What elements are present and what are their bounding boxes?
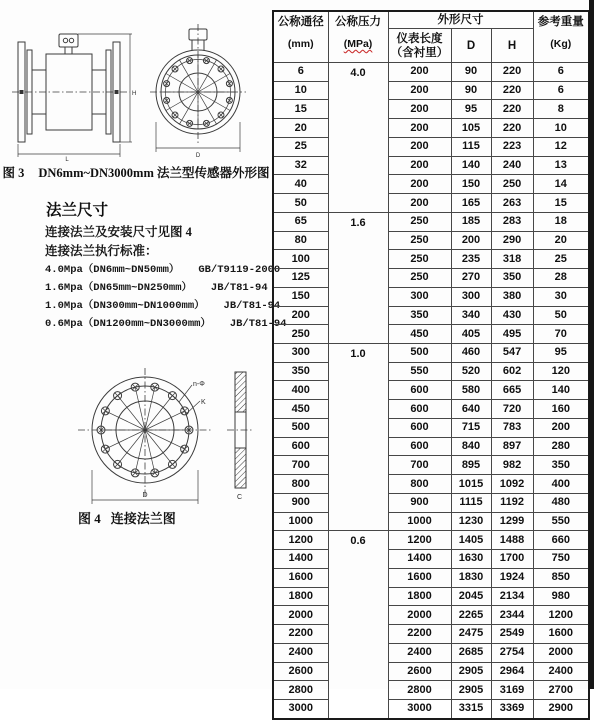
h-cell: 720 [491,400,533,419]
table-row [273,662,589,681]
table-row [273,231,589,250]
figure3-label-h: H [132,91,136,97]
spec-table [272,10,590,720]
length-cell: 1000 [388,512,451,531]
header-reference-weight-unit: (Kg) [550,37,571,51]
h-cell: 2344 [491,606,533,625]
dn-cell: 350 [273,362,328,381]
weight-cell: 480 [533,493,589,512]
dn-cell: 32 [273,156,328,175]
h-cell: 240 [491,156,533,175]
length-cell: 200 [388,175,451,194]
figure4-flange-drawing [70,358,265,510]
h-cell: 897 [491,437,533,456]
d-cell: 115 [451,137,491,156]
weight-cell: 750 [533,550,589,569]
header-reference-weight-stack [534,12,589,62]
figure3-sensor-drawing [8,14,264,162]
weight-cell: 8 [533,100,589,119]
h-cell: 290 [491,231,533,250]
d-cell: 2475 [451,625,491,644]
length-cell: 250 [388,231,451,250]
h-cell: 220 [491,100,533,119]
table-row [273,550,589,569]
table-row [273,512,589,531]
pressure-cell: 1.6 [328,212,388,343]
d-cell: 580 [451,381,491,400]
h-cell: 1299 [491,512,533,531]
dn-cell: 200 [273,306,328,325]
weight-cell: 25 [533,250,589,269]
length-cell: 200 [388,156,451,175]
dn-cell: 2400 [273,643,328,662]
dn-cell: 50 [273,194,328,213]
weight-cell: 30 [533,287,589,306]
d-cell: 405 [451,325,491,344]
d-cell: 95 [451,100,491,119]
dn-cell: 65 [273,212,328,231]
weight-cell: 28 [533,269,589,288]
weight-cell: 1200 [533,606,589,625]
weight-cell: 200 [533,418,589,437]
table-row [273,175,589,194]
d-cell: 1630 [451,550,491,569]
weight-cell: 95 [533,344,589,363]
weight-cell: 120 [533,362,589,381]
h-cell: 220 [491,63,533,82]
length-cell: 1400 [388,550,451,569]
dn-cell: 450 [273,400,328,419]
weight-cell: 14 [533,175,589,194]
dn-cell: 150 [273,287,328,306]
weight-cell: 2000 [533,643,589,662]
dn-cell: 250 [273,325,328,344]
dn-cell: 2600 [273,662,328,681]
header-meter-length-title: 仪表长度 [389,32,451,46]
h-cell: 283 [491,212,533,231]
dn-cell: 1000 [273,512,328,531]
length-cell: 600 [388,400,451,419]
length-cell: 550 [388,362,451,381]
d-cell: 1405 [451,531,491,550]
table-row [273,531,589,550]
dn-cell: 1600 [273,568,328,587]
header-nominal-diameter-unit: (mm) [288,37,314,51]
table-row [273,681,589,700]
length-cell: 200 [388,100,451,119]
h-cell: 1092 [491,475,533,494]
h-cell: 350 [491,269,533,288]
d-cell: 1015 [451,475,491,494]
length-cell: 200 [388,81,451,100]
standard-line: 0.6Mpa（DN1200mm~DN3000mm） JB/T81-94 [45,315,287,330]
dn-cell: 25 [273,137,328,156]
table-row [273,418,589,437]
header-nominal-pressure-unit: (MPa) [344,37,373,51]
dn-cell: 500 [273,418,328,437]
table-row [273,456,589,475]
d-cell: 2905 [451,662,491,681]
figure4-label-n-phi: n-Φ [193,381,205,388]
table-row [273,381,589,400]
dn-cell: 400 [273,381,328,400]
h-cell: 547 [491,344,533,363]
pressure-cell: 4.0 [328,63,388,213]
table-row [273,269,589,288]
d-cell: 1230 [451,512,491,531]
d-cell: 2265 [451,606,491,625]
d-cell: 90 [451,81,491,100]
figure3-caption-label: 图 3 [2,166,24,180]
flange-text-line2: 连接法兰执行标准： [45,241,158,259]
dn-cell: 3000 [273,699,328,718]
dn-cell: 10 [273,81,328,100]
length-cell: 2200 [388,625,451,644]
flange-size-heading: 法兰尺寸 [46,198,108,220]
table-row [273,400,589,419]
d-cell: 2045 [451,587,491,606]
figure4-label-k: K [201,399,206,406]
dn-cell: 1200 [273,531,328,550]
length-cell: 1800 [388,587,451,606]
dn-cell: 2800 [273,681,328,700]
table-row [273,587,589,606]
length-cell: 200 [388,63,451,82]
dn-cell: 600 [273,437,328,456]
figure3-label-l: L [65,157,69,163]
h-cell: 223 [491,137,533,156]
d-cell: 1830 [451,568,491,587]
dn-cell: 800 [273,475,328,494]
table-row [273,568,589,587]
dn-cell: 1800 [273,587,328,606]
table-row [273,63,589,82]
h-cell: 318 [491,250,533,269]
weight-cell: 400 [533,475,589,494]
weight-cell: 280 [533,437,589,456]
d-cell: 200 [451,231,491,250]
header-h: H [491,29,533,63]
d-cell: 520 [451,362,491,381]
table-row [273,250,589,269]
standard-line: 1.6Mpa（DN65mm~DN250mm） JB/T81-94 [45,279,268,294]
weight-cell: 140 [533,381,589,400]
h-cell: 220 [491,81,533,100]
h-cell: 3169 [491,681,533,700]
figure4-caption-text: 连接法兰图 [111,511,176,526]
h-cell: 982 [491,456,533,475]
d-cell: 715 [451,418,491,437]
weight-cell: 6 [533,63,589,82]
pressure-cell: 0.6 [328,531,388,719]
h-cell: 380 [491,287,533,306]
d-cell: 235 [451,250,491,269]
header-nominal-diameter-stack [274,12,328,62]
weight-cell: 70 [533,325,589,344]
figure4-label-d: D [142,492,147,499]
weight-cell: 15 [533,194,589,213]
weight-cell: 2900 [533,699,589,718]
header-reference-weight [533,11,589,63]
weight-cell: 50 [533,306,589,325]
h-cell: 1488 [491,531,533,550]
dn-cell: 1400 [273,550,328,569]
length-cell: 2800 [388,681,451,700]
length-cell: 600 [388,381,451,400]
table-row [273,362,589,381]
weight-cell: 13 [533,156,589,175]
d-cell: 300 [451,287,491,306]
length-cell: 300 [388,287,451,306]
length-cell: 1600 [388,568,451,587]
dn-cell: 300 [273,344,328,363]
d-cell: 640 [451,400,491,419]
dn-cell: 20 [273,119,328,138]
length-cell: 700 [388,456,451,475]
d-cell: 895 [451,456,491,475]
d-cell: 140 [451,156,491,175]
length-cell: 2600 [388,662,451,681]
length-cell: 200 [388,119,451,138]
length-cell: 450 [388,325,451,344]
weight-cell: 160 [533,400,589,419]
standard-line: 1.0Mpa（DN300mm~DN1000mm） JB/T81-94 [45,297,280,312]
weight-cell: 10 [533,119,589,138]
h-cell: 430 [491,306,533,325]
header-nominal-pressure [328,11,388,63]
weight-cell: 6 [533,81,589,100]
d-cell: 1115 [451,493,491,512]
length-cell: 250 [388,250,451,269]
figure4-caption-label: 图 4 [78,511,101,526]
length-cell: 3000 [388,699,451,718]
table-row [273,475,589,494]
h-cell: 2754 [491,643,533,662]
d-cell: 185 [451,212,491,231]
table-row [273,306,589,325]
length-cell: 250 [388,269,451,288]
h-cell: 783 [491,418,533,437]
table-row [273,606,589,625]
header-nominal-pressure-stack [329,12,388,62]
h-cell: 220 [491,119,533,138]
figure3-caption-text: DN6mm~DN3000mm 法兰型传感器外形图 [38,166,269,180]
dn-cell: 700 [273,456,328,475]
d-cell: 105 [451,119,491,138]
h-cell: 263 [491,194,533,213]
dn-cell: 6 [273,63,328,82]
weight-cell: 20 [533,231,589,250]
h-cell: 665 [491,381,533,400]
length-cell: 200 [388,137,451,156]
h-cell: 250 [491,175,533,194]
table-body [273,63,589,719]
header-meter-length [388,29,451,63]
length-cell: 500 [388,344,451,363]
table-row [273,81,589,100]
header-reference-weight-title: 参考重量 [538,15,584,29]
weight-cell: 980 [533,587,589,606]
h-cell: 2134 [491,587,533,606]
h-cell: 2964 [491,662,533,681]
header-outline-dimensions: 外形尺寸 [388,11,533,29]
weight-cell: 12 [533,137,589,156]
length-cell: 600 [388,437,451,456]
h-cell: 2549 [491,625,533,644]
header-d: D [451,29,491,63]
d-cell: 2905 [451,681,491,700]
length-cell: 2000 [388,606,451,625]
dn-cell: 15 [273,100,328,119]
weight-cell: 660 [533,531,589,550]
header-meter-length-sub: （含衬里） [389,46,451,60]
weight-cell: 1600 [533,625,589,644]
weight-cell: 2400 [533,662,589,681]
figure4-caption [78,508,176,527]
length-cell: 600 [388,418,451,437]
table-row [273,344,589,363]
h-cell: 1700 [491,550,533,569]
pressure-cell: 1.0 [328,344,388,531]
header-nominal-diameter [273,11,328,63]
weight-cell: 350 [533,456,589,475]
length-cell: 800 [388,475,451,494]
length-cell: 2400 [388,643,451,662]
table-row [273,493,589,512]
dn-cell: 2000 [273,606,328,625]
table-row [273,643,589,662]
table-row [273,137,589,156]
standard-line: 4.0Mpa（DN6mm~DN50mm） GB/T9119-2000 [45,261,280,276]
dn-cell: 100 [273,250,328,269]
h-cell: 602 [491,362,533,381]
dn-cell: 40 [273,175,328,194]
flange-text-line1: 连接法兰及安装尺寸见图 4 [45,222,192,240]
table-row [273,625,589,644]
h-cell: 3369 [491,699,533,718]
d-cell: 3315 [451,699,491,718]
header-nominal-pressure-title: 公称压力 [335,15,381,29]
header-nominal-diameter-title: 公称通径 [278,15,324,29]
length-cell: 1200 [388,531,451,550]
table-row [273,699,589,718]
h-cell: 1924 [491,568,533,587]
weight-cell: 2700 [533,681,589,700]
d-cell: 2685 [451,643,491,662]
length-cell: 900 [388,493,451,512]
h-cell: 1192 [491,493,533,512]
spec-table-wrap [272,10,590,720]
weight-cell: 550 [533,512,589,531]
d-cell: 165 [451,194,491,213]
table-row [273,119,589,138]
d-cell: 840 [451,437,491,456]
dn-cell: 125 [273,269,328,288]
dn-cell: 80 [273,231,328,250]
page-edge-line [589,0,594,689]
dn-cell: 900 [273,493,328,512]
table-row [273,100,589,119]
figure4-label-c: C [237,494,242,501]
table-row [273,437,589,456]
table-row [273,287,589,306]
length-cell: 200 [388,194,451,213]
d-cell: 150 [451,175,491,194]
dn-cell: 2200 [273,625,328,644]
figure3-label-d: D [196,153,201,159]
h-cell: 495 [491,325,533,344]
length-cell: 250 [388,212,451,231]
d-cell: 460 [451,344,491,363]
table-row [273,156,589,175]
figure3-caption [0,163,272,181]
table-row [273,325,589,344]
weight-cell: 850 [533,568,589,587]
table-row [273,194,589,213]
weight-cell: 18 [533,212,589,231]
table-row [273,212,589,231]
d-cell: 340 [451,306,491,325]
d-cell: 270 [451,269,491,288]
length-cell: 350 [388,306,451,325]
d-cell: 90 [451,63,491,82]
